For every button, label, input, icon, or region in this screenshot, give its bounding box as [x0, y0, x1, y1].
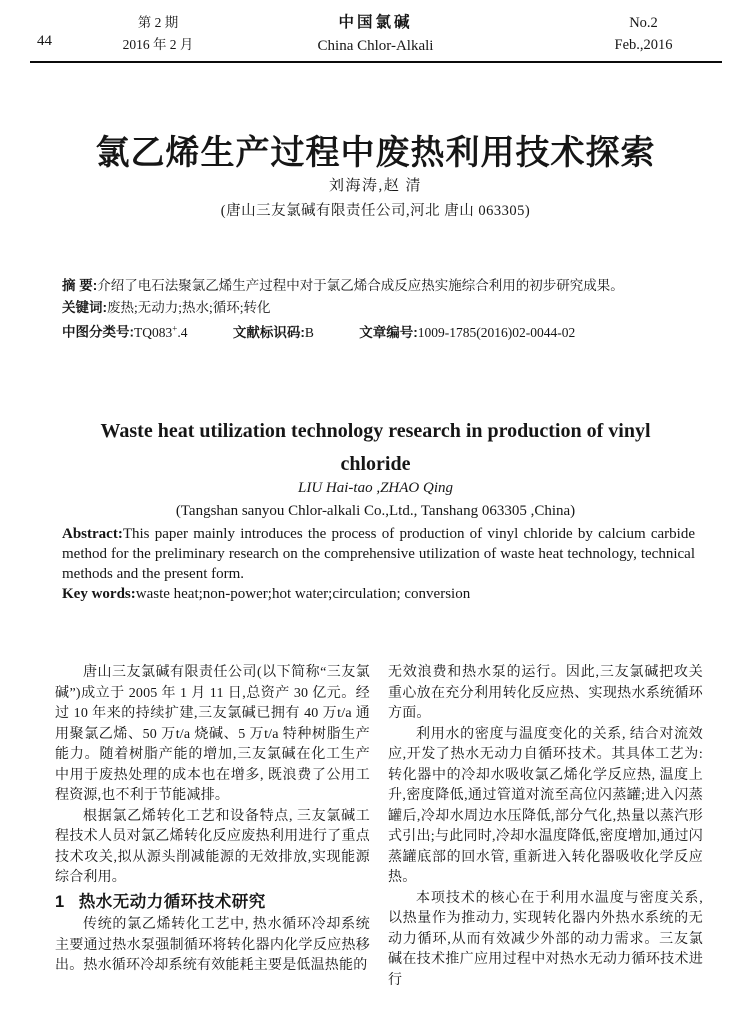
abstract-text-cn: 介绍了电石法聚氯乙烯生产过程中对于氯乙烯合成反应热实施综合利用的初步研究成果。	[97, 278, 624, 293]
article-title-cn: 氯乙烯生产过程中废热利用技术探索	[95, 133, 656, 172]
issue-date-cn: 2016 年 2 月	[122, 37, 194, 52]
body-paragraph: 唐山三友氯碱有限责任公司(以下简称“三友氯碱”)成立于 2005 年 1 月 11 日,总资产 30 亿元。经过 10 年来的持续扩建,三友氯碱已拥有 40 万t/a 通用聚氯乙烯、50 万t/a 烧碱、5 万t/a 特种树脂生产能力。随着树脂产能的增加,三友氯碱在化工生产中用于废热处理的成本也在增多, 既浪费了公用工程资源,也不利于节能减排。	[55, 665, 370, 803]
body-paragraph: 本项技术的核心在于利用水温度与密度关系,以热量作为推动力, 实现转化器内外热水系统的无动力循环,从而有效减少外部的动力需求。三友氯碱在技术推广应用过程中对热水无动力循环技术进行	[388, 890, 703, 988]
affiliation-cn: (唐山三友氯碱有限责任公司,河北 唐山 063305)	[220, 203, 531, 219]
article-id-pair	[359, 322, 575, 344]
article-id-label: 文章编号:	[359, 324, 418, 340]
keywords-label-en: Key words:	[62, 586, 136, 602]
issue-cn: 第 2 期	[137, 15, 179, 30]
classification-line	[62, 318, 697, 343]
issue-en: No.2	[629, 15, 658, 31]
doc-code-pair	[233, 322, 314, 344]
body-paragraph: 根据氯乙烯转化工艺和设备特点, 三友氯碱工程技术人员对氯乙烯转化反应废热利用进行了重点技术攻关,拟从源头削减能源的无效排放,实现能源综合利用。	[55, 808, 370, 885]
keywords-text-cn: 废热;无动力;热水;循环;转化	[107, 299, 271, 315]
body-right-column	[388, 663, 703, 991]
clc-label: 中图分类号:	[62, 324, 134, 340]
authors-cn: 刘海涛,赵 清	[328, 178, 422, 194]
doc-code-value: B	[304, 324, 314, 340]
english-abstract-block	[62, 524, 695, 604]
doc-code-label: 文献标识码:	[232, 324, 305, 340]
abstract-label-en: Abstract:	[62, 526, 123, 542]
abstract-text-en: This paper mainly introduces the process of production of vinyl chloride by calcium carbide method for the preliminary research on the comprehensive utilization of waste heat technology, technical methods and the present form.	[62, 526, 695, 582]
body-paragraph: 传统的氯乙烯转化工艺中, 热水循环冷却系统主要通过热水泵强制循环将转化器内化学反应热移出。热水循环冷却系统有效能耗主要是低温热能的	[55, 917, 370, 973]
affiliation-en: (Tangshan sanyou Chlor-alkali Co.,Ltd., Tanshang 063305 ,China)	[175, 503, 576, 519]
keywords-line-en	[62, 584, 695, 604]
abstract-label-cn: 摘 要:	[62, 278, 98, 293]
issue-date-en: Feb.,2016	[614, 37, 673, 53]
body-paragraph: 无效浪费和热水泵的运行。因此,三友氯碱把攻关重心放在充分利用转化反应热、实现热水系统循环方面。	[388, 665, 703, 721]
body-paragraph: 利用水的密度与温度变化的关系, 结合对流效应,开发了热水无动力自循环技术。其具体工艺为:转化器中的冷却水吸收氯乙烯化学反应热, 温度上升,密度降低,通过管道对流至高位闪蒸罐;进入闪蒸罐后,冷却水周边水压降低,部分气化,热量以蒸汽形式引出;与此同时,冷却水温度降低,密度增加,通过闪蒸罐底部的回水管, 重新进入转化器吸收化学反应热。	[388, 726, 703, 885]
journal-title-en: China Chlor-Alkali	[317, 38, 434, 54]
clc-pair	[62, 318, 187, 343]
journal-title-cn: 中国氯碱	[338, 14, 413, 31]
page-number: 44	[37, 33, 52, 49]
issue-block-en	[576, 12, 711, 56]
clc-value: TQ083+.4	[134, 323, 188, 340]
article-body	[55, 663, 703, 991]
section-1-title: 热水无动力循环技术研究	[78, 892, 266, 911]
article-title-en: Waste heat utilization technology research in production of vinyl chloride	[100, 419, 651, 475]
body-left-column	[55, 663, 370, 991]
section-1-heading	[55, 892, 370, 913]
article-id-value: 1009-1785(2016)02-0044-02	[417, 324, 576, 340]
keywords-text-en: waste heat;non-power;hot water;circulation; conversion	[135, 586, 471, 602]
keywords-label-cn: 关键词:	[62, 299, 107, 315]
section-1-number: 1	[55, 892, 65, 911]
header-divider	[30, 61, 722, 63]
abstract-paragraph-en	[62, 524, 695, 584]
keywords-line-cn	[62, 297, 697, 319]
authors-en: LIU Hai-tao ,ZHAO Qing	[297, 480, 453, 496]
meta-block	[62, 275, 697, 343]
abstract-line-cn	[62, 275, 697, 297]
